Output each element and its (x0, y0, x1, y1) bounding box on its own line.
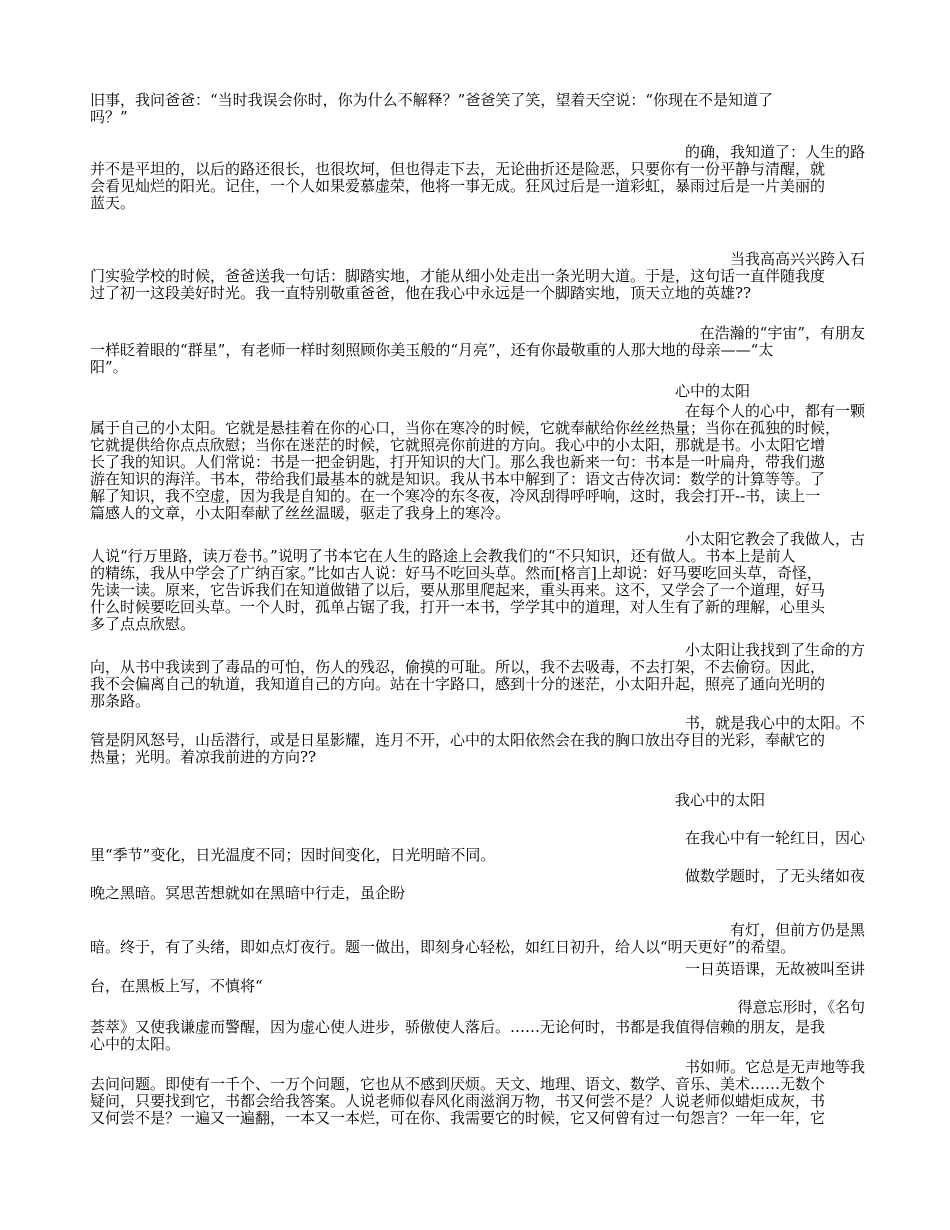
text-line: 篇感人的文章，小太阳奉献了丝丝温暖，驱走了我身上的寒冷。 (90, 505, 511, 522)
text-line: 人说“行万里路，读万卷书。”说明了书本它在人生的路途上会教我们的“不只知识，还有做人。书本上是前人 (90, 548, 796, 565)
paragraph-start-line: 有灯，但前方仍是黑 (729, 922, 865, 939)
paragraph-start-line: 的确，我知道了：人生的路 (684, 144, 865, 161)
text-line: 我不会偏离自己的轨道，我知道自己的方向。站在十字路口，感到十分的迷茫，小太阳升起，照亮了通向光明的 (90, 676, 826, 693)
text-line: 里“季节”变化，日光温度不同；因时间变化，日光明暗不同。 (90, 847, 496, 864)
text-line: 并不是平坦的，以后的路还很长，也很坎坷，但也得走下去，无论曲折还是险恶，只要你有一份平静与清醒，就 (90, 161, 826, 178)
text-line: 晚之黑暗。冥思苦想就如在黑暗中行走，虽企盼 (90, 885, 406, 902)
text-line: 什么时候要吃回头草。一个人时，孤单占锯了我，打开一本书，学学其中的道理，对人生有了新的理解，心里头 (90, 599, 826, 616)
text-line: 长了我的知识。人们常说：书是一把金钥匙，打开知识的大门。那么我也新来一句：书本是一叶扁舟，带我们遨 (90, 454, 826, 471)
paragraph-start-line: 一日英语课，无故被叫至讲 (684, 961, 865, 978)
paragraph-start-line: 小太阳让我找到了生命的方 (684, 642, 865, 659)
text-line: 游在知识的海洋。书本，带给我们最基本的就是知识。我从书本中解到了：语文古侍次词：数学的计算等等。了 (90, 471, 826, 488)
text-line: 属于自己的小太阳。它就是悬挂着在你的心口，当你在寒冷的时候，它就奉献给你丝丝热量；当你在孤独的时候， (90, 420, 841, 437)
text-line: 的精练，我从中学会了广纳百家。”比如古人说：好马不吃回头草。然而[格言]上却说：好马要吃回头草，奇怪， (90, 565, 822, 582)
text-line: 吗？” (90, 109, 128, 126)
text-line: 又何尝不是？一遍又一遍翻，一本又一本烂，可在你、我需要它的时候，它又何曾有过一句怨言？一年一年，它 (90, 1110, 826, 1127)
paragraph-start-line: 做数学题时，了无头绪如夜 (684, 868, 865, 885)
text-line: 那条路。 (90, 693, 151, 710)
paragraph-start-line: 书如师。它总是无声地等我 (684, 1059, 865, 1076)
paragraph-start-line: 当我高高兴兴跨入石 (729, 251, 865, 268)
text-line: 蓝天。 (90, 195, 136, 212)
text-line: 心中的太阳。 (90, 1036, 181, 1053)
text-line: 热量；光明。着凉我前进的方向?? (90, 749, 317, 766)
text-line: 管是阴风怒号，山岳潜行，或是日星影耀，连月不开，心中的太阳依然会在我的胸口放出夺目的光彩，奉献它的 (90, 732, 826, 749)
text-line: 台，在黑板上写，不慎将“ (90, 978, 263, 995)
section-title: 我心中的太阳 (675, 792, 766, 809)
text-line: 阳”。 (90, 359, 128, 376)
text-line: 去问问题。即使有一千个、一万个问题，它也从不感到厌烦。天文、地理、语文、数学、音乐、美术……无数个 (90, 1076, 826, 1093)
paragraph-start-line: 在我心中有一轮红日，因心 (684, 830, 865, 847)
text-line: 一样眨着眼的“群星”，有老师一样时刻照顾你美玉般的“月亮”，还有你最敬重的人那大地的母亲——“太 (90, 342, 774, 359)
text-line: 旧事，我问爸爸：“当时我误会你时，你为什么不解释？”爸爸笑了笑，望着天空说：“你现在不是知道了 (90, 92, 774, 109)
text-line: 会看见灿烂的阳光。记住，一个人如果爱慕虚荣，他将一事无成。狂风过后是一道彩虹，暴雨过后是一片美丽的 (90, 178, 826, 195)
paragraph-start-line: 得意忘形时，《名句 (737, 999, 865, 1016)
text-line: 它就提供给你点点欣慰；当你在迷茫的时候，它就照亮你前进的方向。我心中的小太阳，那就是书。小太阳它增 (90, 437, 826, 454)
section-title: 心中的太阳 (675, 383, 751, 400)
text-line: 解了知识，我不空虚，因为我是自知的。在一个寒冷的东冬夜，冷风刮得呼呼响，这时，我会打开--书，读上一 (90, 488, 821, 505)
text-line: 多了点点欣慰。 (90, 616, 196, 633)
paragraph-start-line: 在浩瀚的“宇宙”，有朋友 (699, 325, 865, 342)
text-line: 暗。终于，有了头绪，即如点灯夜行。题一做出，即刻身心轻松，如红日初升，给人以“明天更好”的希望。 (90, 939, 796, 956)
text-line: 过了初一这段美好时光。我一直特别敬重爸爸，他在我心中永远是一个脚踏实地，顶天立地的英雄?? (90, 285, 752, 302)
text-line: 疑问，只要找到它，书都会给我答案。人说老师似春风化雨滋润万物，书又何尝不是？人说老师似蜡炬成灰，书 (90, 1093, 826, 1110)
paragraph-start-line: 在每个人的心中，都有一颗 (684, 403, 865, 420)
paragraph-start-line: 书，就是我心中的太阳。不 (684, 715, 865, 732)
text-line: 先读一读。原来，它告诉我们在知道做错了以后，要从那里爬起来，重头再来。这不，又学会了一个道理，好马 (90, 582, 826, 599)
paragraph-start-line: 小太阳它教会了我做人，古 (684, 531, 865, 548)
text-line: 荟萃》又使我谦虚而警醒，因为虚心使人进步，骄傲使人落后。……无论何时，书都是我值得信赖的朋友，是我 (90, 1019, 826, 1036)
text-line: 向，从书中我读到了毒品的可怕，伤人的残忍，偷摸的可耻。所以，我不去吸毒，不去打架，不去偷窃。因此， (90, 659, 826, 676)
text-line: 门实验学校的时候，爸爸送我一句话：脚踏实地，才能从细小处走出一条光明大道。于是，这句话一直伴随我度 (90, 268, 826, 285)
